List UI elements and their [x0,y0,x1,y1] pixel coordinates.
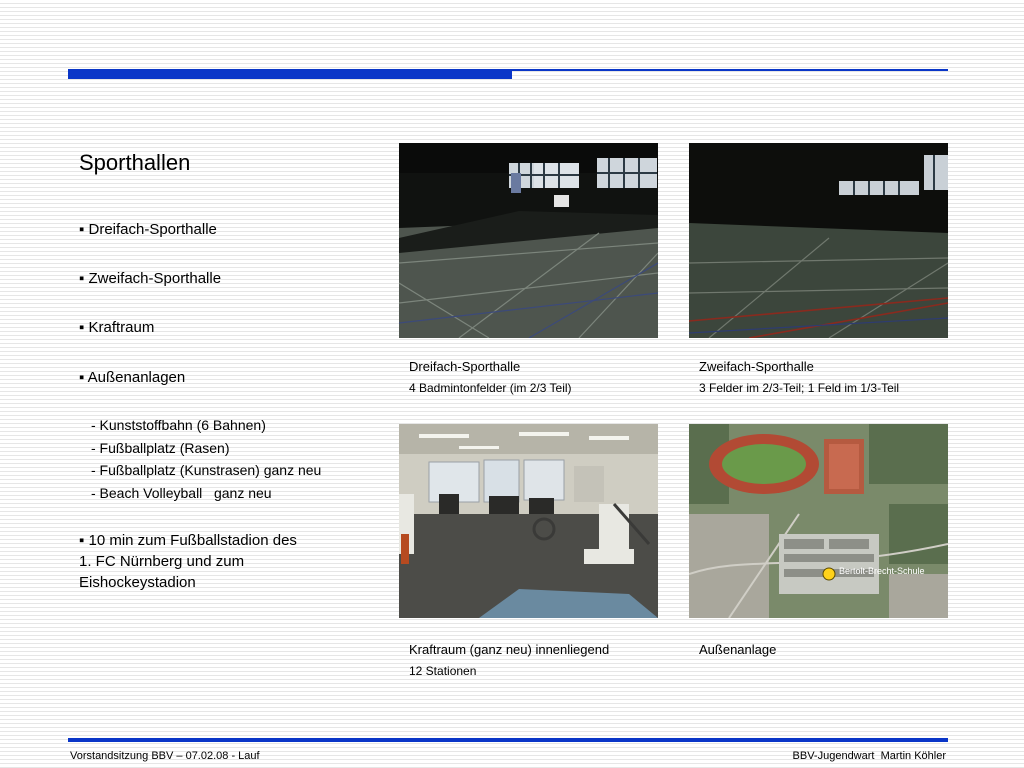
caption-dreifach: Dreifach-Sporthalle [409,359,521,374]
sub-item-fussballplatz-rasen: - Fußballplatz (Rasen) [91,440,230,456]
photo-aussenanlage [689,424,948,618]
bullet-stadion [79,530,379,593]
bullet-dreifach: ▪ Dreifach-Sporthalle [79,221,217,238]
sub-item-fussballplatz-kunstrasen: - Fußballplatz (Kunstrasen) ganz neu [91,462,322,478]
photo-dreifach-sporthalle [399,143,658,338]
photo-kraftraum [399,424,658,618]
caption-zweifach: Zweifach-Sporthalle [699,359,814,374]
bullet-stadion-line-3: Eishockeystadion [79,574,196,591]
footer-left: Vorstandsitzung BBV – 07.02.08 - Lauf [70,750,260,762]
map-label-school: Bertolt-Brecht-Schule [839,566,925,576]
sub-item-kunststoffbahn: - Kunststoffbahn (6 Bahnen) [91,417,266,433]
bullet-zweifach: ▪ Zweifach-Sporthalle [79,270,222,287]
bullet-stadion-line-2: 1. FC Nürnberg und zum [79,553,245,570]
photo-zweifach-sporthalle [689,143,948,338]
top-accent-line [512,69,948,71]
bullet-aussenanlagen: ▪ Außenanlagen [79,369,186,386]
sub-item-beach-volleyball: - Beach Volleyball ganz neu [91,485,272,501]
bottom-accent-bar [68,738,948,742]
subcaption-dreifach: 4 Badmintonfelder (im 2/3 Teil) [409,381,572,395]
bullet-stadion-line-1: ▪ 10 min zum Fußballstadion des [79,532,297,549]
footer-right: BBV-Jugendwart Martin Köhler [792,750,946,762]
caption-kraftraum: Kraftraum (ganz neu) innenliegend [409,642,610,657]
top-accent-bar [68,69,512,79]
bullet-kraftraum: ▪ Kraftraum [79,319,155,336]
caption-aussenanlage: Außenanlage [699,642,777,657]
subcaption-kraftraum: 12 Stationen [409,664,477,678]
slide-title: Sporthallen [79,150,191,175]
subcaption-zweifach: 3 Felder im 2/3-Teil; 1 Feld im 1/3-Teil [699,381,900,395]
